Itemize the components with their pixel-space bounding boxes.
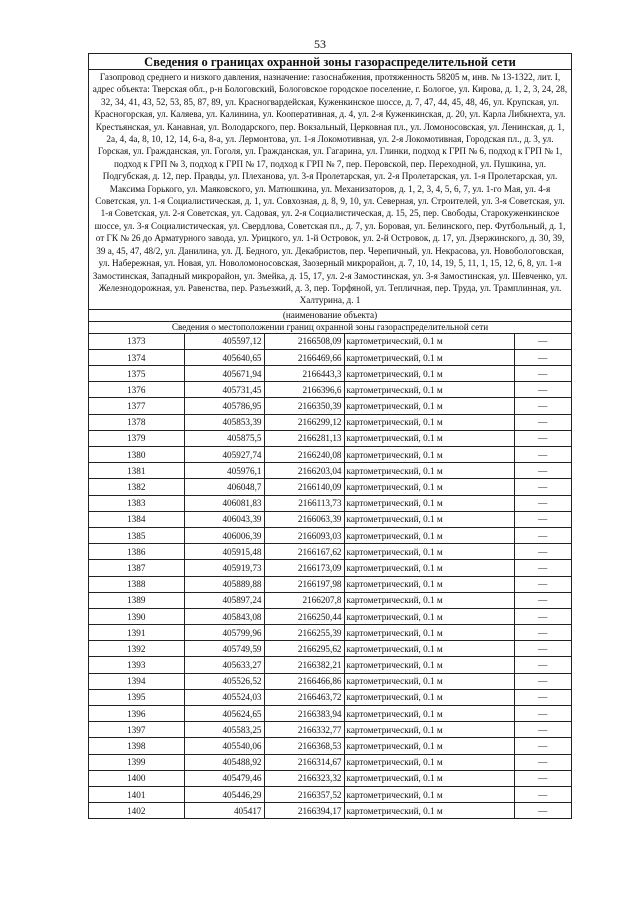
method-cell: картометрический, 0.1 м <box>344 430 514 446</box>
method-cell: картометрический, 0.1 м <box>344 544 514 560</box>
y-coordinate-cell: 2166207,8 <box>264 592 344 608</box>
method-cell: картометрический, 0.1 м <box>344 382 514 398</box>
table-row <box>89 754 571 770</box>
y-coordinate-cell: 2166113,73 <box>264 495 344 511</box>
point-number-cell: 1379 <box>89 430 184 446</box>
x-coordinate-cell: 405919,73 <box>184 560 264 576</box>
description-cell: — <box>514 430 571 446</box>
x-coordinate-cell: 405749,59 <box>184 641 264 657</box>
object-description: Газопровод среднего и низкого давления, назначение: газоснабжения, протяженность 58205 м, инв. № 13-1322, лит. I, адрес объекта: Тверская обл., р-н Бологовский, Бологовское городское поселение, г. Бологое, ул. Кирова, д. 1, 2, 3, 24, 28, 32, 34, 41, 43, 52, 53, 85, 87, 89, ул. Красногвардейская, Куженкинское шоссе, д. 7, 47, 44, 45, 48, 46, ул. Крупская, ул. Красногорская, ул. Каляева, ул. Калинина, ул. Кооперативная, д. 4, ул. 2-я Куженкинская, д. 20, ул. Карла Либкнехта, ул. Крестьянская, ул. Канавная, ул. Володарского, пер. Вокзальный, Церковная пл., ул. Ломоносовская, ул. Ленинская, д. 1, 2а, 4, 4а, 8, 10, 12, 14, 6-а, 8-а, ул. Лермонтова, ул. 1-я Локомотивная, ул. 2-я Локомотивная, Городская пл., д. 3, ул. Горская, ул. Гражданская, ул. Гоголя, ул. Гражданская, ул. Гагарина, ул. Глинки, подход к ГРП № 6, подход к ГРП № 1, подход к ГРП № 3, подход к ГРП № 17, подход к ГРП № 7, пер. Перовской, пер. Переходной, ул. Пушкина, ул. Подгубская, д. 12, пер. Правды, ул. Плеханова, ул. 3-я Пролетарская, ул. 2-я Пролетарская, ул. 1-я Пролетарская, ул. Максима Горького, ул. Маяковского, ул. Матюшкина, ул. Механизаторов, д. 1, 2, 3, 4, 5, 6, 7, ул. 1-го Мая, ул. 4-я Советская, ул. 1-я Социалистическая, д. 1, ул. Совхозная, д. 8, 9, 10, ул. Северная, ул. Строителей, ул. 3-я Советская, ул. 1-я Советская, ул. 2-я Советская, ул. Садовая, ул. 2-я Социалистическая, д. 15, 25, пер. Свободы, Старокуженкинское шоссе, ул. 3-я Социалистическая, ул. Свердлова, Советская пл., д. 7, ул. Боровая, ул. Белинского, пер. Футбольный, д. 1, от ГК № 26 до Арматурного завода, ул. Урицкого, ул. 1-й Островок, ул. 2-й Островок, д. 17, ул. Дзержинского, д. 30, 39, 39 а, 45, 47, 48/2, ул. Данилина, ул. Д. Бедного, ул. Декабристов, пер. Черепичный, ул. Некрасова, ул. Новобологовская, ул. Набережная, ул. Новая, ул. Новоломоносовская, Заозерный микрорайон, д. 7, 10, 14, 19, 5, 11, 1, 15, 12, 6, 8, ул. 1-я Замостинская, Западный микрорайон, ул. Змейка, д. 15, 17, ул. 2-я Замостинская, ул. 3-я Замостинская, ул. Шевченко, ул. Железнодорожная, ул. Равенства, пер. Разъезжий, д. 3, пер. Торфяной, ул. Тепличная, пер. Труда, ул. Трамплинная, ул. Халтурина, д. 1 <box>89 70 571 310</box>
x-coordinate-cell: 405624,65 <box>184 706 264 722</box>
y-coordinate-cell: 2166469,66 <box>264 349 344 365</box>
method-cell: картометрический, 0.1 м <box>344 576 514 592</box>
table-row <box>89 382 571 398</box>
x-coordinate-cell: 405488,92 <box>184 754 264 770</box>
sheet-title: Сведения о границах охранной зоны газораспределительной сети <box>89 54 571 70</box>
y-coordinate-cell: 2166466,86 <box>264 673 344 689</box>
x-coordinate-cell: 405927,74 <box>184 447 264 463</box>
method-cell: картометрический, 0.1 м <box>344 673 514 689</box>
description-cell: — <box>514 592 571 608</box>
x-coordinate-cell: 405526,52 <box>184 673 264 689</box>
point-number-cell: 1388 <box>89 576 184 592</box>
table-row <box>89 625 571 641</box>
point-number-cell: 1396 <box>89 706 184 722</box>
description-cell: — <box>514 398 571 414</box>
x-coordinate-cell: 406043,39 <box>184 511 264 527</box>
point-number-cell: 1376 <box>89 382 184 398</box>
x-coordinate-cell: 405853,39 <box>184 414 264 430</box>
point-number-cell: 1380 <box>89 447 184 463</box>
method-cell: картометрический, 0.1 м <box>344 560 514 576</box>
table-row <box>89 527 571 543</box>
method-cell: картометрический, 0.1 м <box>344 349 514 365</box>
table-row <box>89 447 571 463</box>
coordinates-table <box>89 334 571 819</box>
x-coordinate-cell: 405583,25 <box>184 722 264 738</box>
method-cell: картометрический, 0.1 м <box>344 495 514 511</box>
method-cell: картометрический, 0.1 м <box>344 527 514 543</box>
x-coordinate-cell: 405640,65 <box>184 349 264 365</box>
table-row <box>89 738 571 754</box>
description-cell: — <box>514 608 571 624</box>
method-cell: картометрический, 0.1 м <box>344 592 514 608</box>
method-cell: картометрический, 0.1 м <box>344 689 514 705</box>
method-cell: картометрический, 0.1 м <box>344 463 514 479</box>
y-coordinate-cell: 2166394,17 <box>264 803 344 819</box>
table-row <box>89 430 571 446</box>
description-cell: — <box>514 786 571 802</box>
table-row <box>89 608 571 624</box>
x-coordinate-cell: 405479,46 <box>184 770 264 786</box>
x-coordinate-cell: 405786,95 <box>184 398 264 414</box>
table-row <box>89 786 571 802</box>
point-number-cell: 1377 <box>89 398 184 414</box>
y-coordinate-cell: 2166197,98 <box>264 576 344 592</box>
description-cell: — <box>514 560 571 576</box>
x-coordinate-cell: 405597,12 <box>184 334 264 350</box>
y-coordinate-cell: 2166167,62 <box>264 544 344 560</box>
table-row <box>89 544 571 560</box>
page-number: 53 <box>314 37 326 51</box>
x-coordinate-cell: 406081,83 <box>184 495 264 511</box>
method-cell: картометрический, 0.1 м <box>344 641 514 657</box>
y-coordinate-cell: 2166383,94 <box>264 706 344 722</box>
description-cell: — <box>514 414 571 430</box>
table-row <box>89 398 571 414</box>
y-coordinate-cell: 2166240,08 <box>264 447 344 463</box>
x-coordinate-cell: 405889,88 <box>184 576 264 592</box>
point-number-cell: 1385 <box>89 527 184 543</box>
x-coordinate-cell: 405524,03 <box>184 689 264 705</box>
x-coordinate-cell: 405731,45 <box>184 382 264 398</box>
method-cell: картометрический, 0.1 м <box>344 625 514 641</box>
method-cell: картометрический, 0.1 м <box>344 657 514 673</box>
method-cell: картометрический, 0.1 м <box>344 803 514 819</box>
method-cell: картометрический, 0.1 м <box>344 722 514 738</box>
point-number-cell: 1400 <box>89 770 184 786</box>
point-number-cell: 1378 <box>89 414 184 430</box>
x-coordinate-cell: 405446,29 <box>184 786 264 802</box>
y-coordinate-cell: 2166314,67 <box>264 754 344 770</box>
point-number-cell: 1395 <box>89 689 184 705</box>
y-coordinate-cell: 2166382,21 <box>264 657 344 673</box>
section-title: Сведения о местоположении границ охранной зоны газораспределительной сети <box>89 322 571 334</box>
description-cell: — <box>514 657 571 673</box>
method-cell: картометрический, 0.1 м <box>344 786 514 802</box>
boundary-sheet <box>88 53 572 819</box>
table-row <box>89 592 571 608</box>
x-coordinate-cell: 405897,24 <box>184 592 264 608</box>
description-cell: — <box>514 673 571 689</box>
table-row <box>89 463 571 479</box>
description-cell: — <box>514 641 571 657</box>
method-cell: картометрический, 0.1 м <box>344 608 514 624</box>
description-cell: — <box>514 527 571 543</box>
table-row <box>89 770 571 786</box>
table-row <box>89 689 571 705</box>
point-number-cell: 1383 <box>89 495 184 511</box>
y-coordinate-cell: 2166323,32 <box>264 770 344 786</box>
y-coordinate-cell: 2166299,12 <box>264 414 344 430</box>
y-coordinate-cell: 2166332,77 <box>264 722 344 738</box>
description-cell: — <box>514 447 571 463</box>
method-cell: картометрический, 0.1 м <box>344 706 514 722</box>
y-coordinate-cell: 2166463,72 <box>264 689 344 705</box>
method-cell: картометрический, 0.1 м <box>344 738 514 754</box>
y-coordinate-cell: 2166396,6 <box>264 382 344 398</box>
x-coordinate-cell: 405633,27 <box>184 657 264 673</box>
point-number-cell: 1390 <box>89 608 184 624</box>
table-row <box>89 349 571 365</box>
description-cell: — <box>514 738 571 754</box>
description-cell: — <box>514 366 571 382</box>
x-coordinate-cell: 405915,48 <box>184 544 264 560</box>
point-number-cell: 1401 <box>89 786 184 802</box>
point-number-cell: 1382 <box>89 479 184 495</box>
y-coordinate-cell: 2166250,44 <box>264 608 344 624</box>
table-row <box>89 495 571 511</box>
table-row <box>89 722 571 738</box>
y-coordinate-cell: 2166063,39 <box>264 511 344 527</box>
method-cell: картометрический, 0.1 м <box>344 479 514 495</box>
description-cell: — <box>514 689 571 705</box>
point-number-cell: 1373 <box>89 334 184 350</box>
point-number-cell: 1381 <box>89 463 184 479</box>
description-cell: — <box>514 544 571 560</box>
x-coordinate-cell: 405976,1 <box>184 463 264 479</box>
table-row <box>89 576 571 592</box>
point-number-cell: 1397 <box>89 722 184 738</box>
table-row <box>89 414 571 430</box>
x-coordinate-cell: 406006,39 <box>184 527 264 543</box>
y-coordinate-cell: 2166443,3 <box>264 366 344 382</box>
description-cell: — <box>514 754 571 770</box>
method-cell: картометрический, 0.1 м <box>344 366 514 382</box>
point-number-cell: 1386 <box>89 544 184 560</box>
y-coordinate-cell: 2166140,09 <box>264 479 344 495</box>
y-coordinate-cell: 2166295,62 <box>264 641 344 657</box>
description-cell: — <box>514 479 571 495</box>
table-row <box>89 511 571 527</box>
x-coordinate-cell: 405417 <box>184 803 264 819</box>
description-cell: — <box>514 576 571 592</box>
point-number-cell: 1392 <box>89 641 184 657</box>
y-coordinate-cell: 2166357,52 <box>264 786 344 802</box>
point-number-cell: 1399 <box>89 754 184 770</box>
description-cell: — <box>514 334 571 350</box>
method-cell: картометрический, 0.1 м <box>344 754 514 770</box>
point-number-cell: 1398 <box>89 738 184 754</box>
point-number-cell: 1374 <box>89 349 184 365</box>
method-cell: картометрический, 0.1 м <box>344 398 514 414</box>
description-cell: — <box>514 349 571 365</box>
description-cell: — <box>514 770 571 786</box>
y-coordinate-cell: 2166093,03 <box>264 527 344 543</box>
method-cell: картометрический, 0.1 м <box>344 770 514 786</box>
point-number-cell: 1393 <box>89 657 184 673</box>
point-number-cell: 1394 <box>89 673 184 689</box>
y-coordinate-cell: 2166203,04 <box>264 463 344 479</box>
method-cell: картометрический, 0.1 м <box>344 511 514 527</box>
x-coordinate-cell: 406048,7 <box>184 479 264 495</box>
method-cell: картометрический, 0.1 м <box>344 447 514 463</box>
point-number-cell: 1384 <box>89 511 184 527</box>
y-coordinate-cell: 2166281,13 <box>264 430 344 446</box>
description-cell: — <box>538 805 548 816</box>
x-coordinate-cell: 405799,96 <box>184 625 264 641</box>
method-cell: картометрический, 0.1 м <box>344 414 514 430</box>
table-row <box>89 560 571 576</box>
table-row <box>89 366 571 382</box>
description-cell: — <box>514 706 571 722</box>
description-cell: — <box>514 463 571 479</box>
table-row <box>89 657 571 673</box>
description-cell: — <box>514 625 571 641</box>
x-coordinate-cell: 405843,08 <box>184 608 264 624</box>
point-number-cell: 1391 <box>89 625 184 641</box>
y-coordinate-cell: 2166350,39 <box>264 398 344 414</box>
point-number-cell: 1375 <box>89 366 184 382</box>
object-caption: (наименование объекта) <box>89 310 571 322</box>
description-cell: — <box>514 722 571 738</box>
y-coordinate-cell: 2166508,09 <box>264 334 344 350</box>
point-number-cell: 1387 <box>89 560 184 576</box>
method-cell: картометрический, 0.1 м <box>344 334 514 350</box>
table-row <box>89 706 571 722</box>
description-cell: — <box>514 495 571 511</box>
table-row <box>89 641 571 657</box>
table-row <box>89 803 571 819</box>
x-coordinate-cell: 405540,06 <box>184 738 264 754</box>
point-number-cell: 1402 <box>89 803 184 819</box>
y-coordinate-cell: 2166368,53 <box>264 738 344 754</box>
description-cell: — <box>514 382 571 398</box>
table-row <box>89 479 571 495</box>
y-coordinate-cell: 2166255,39 <box>264 625 344 641</box>
table-row <box>89 673 571 689</box>
x-coordinate-cell: 405671,94 <box>184 366 264 382</box>
description-cell: — <box>514 511 571 527</box>
table-row <box>89 334 571 350</box>
x-coordinate-cell: 405875,5 <box>184 430 264 446</box>
coordinates-table-body <box>89 334 571 819</box>
y-coordinate-cell: 2166173,09 <box>264 560 344 576</box>
point-number-cell: 1389 <box>89 592 184 608</box>
